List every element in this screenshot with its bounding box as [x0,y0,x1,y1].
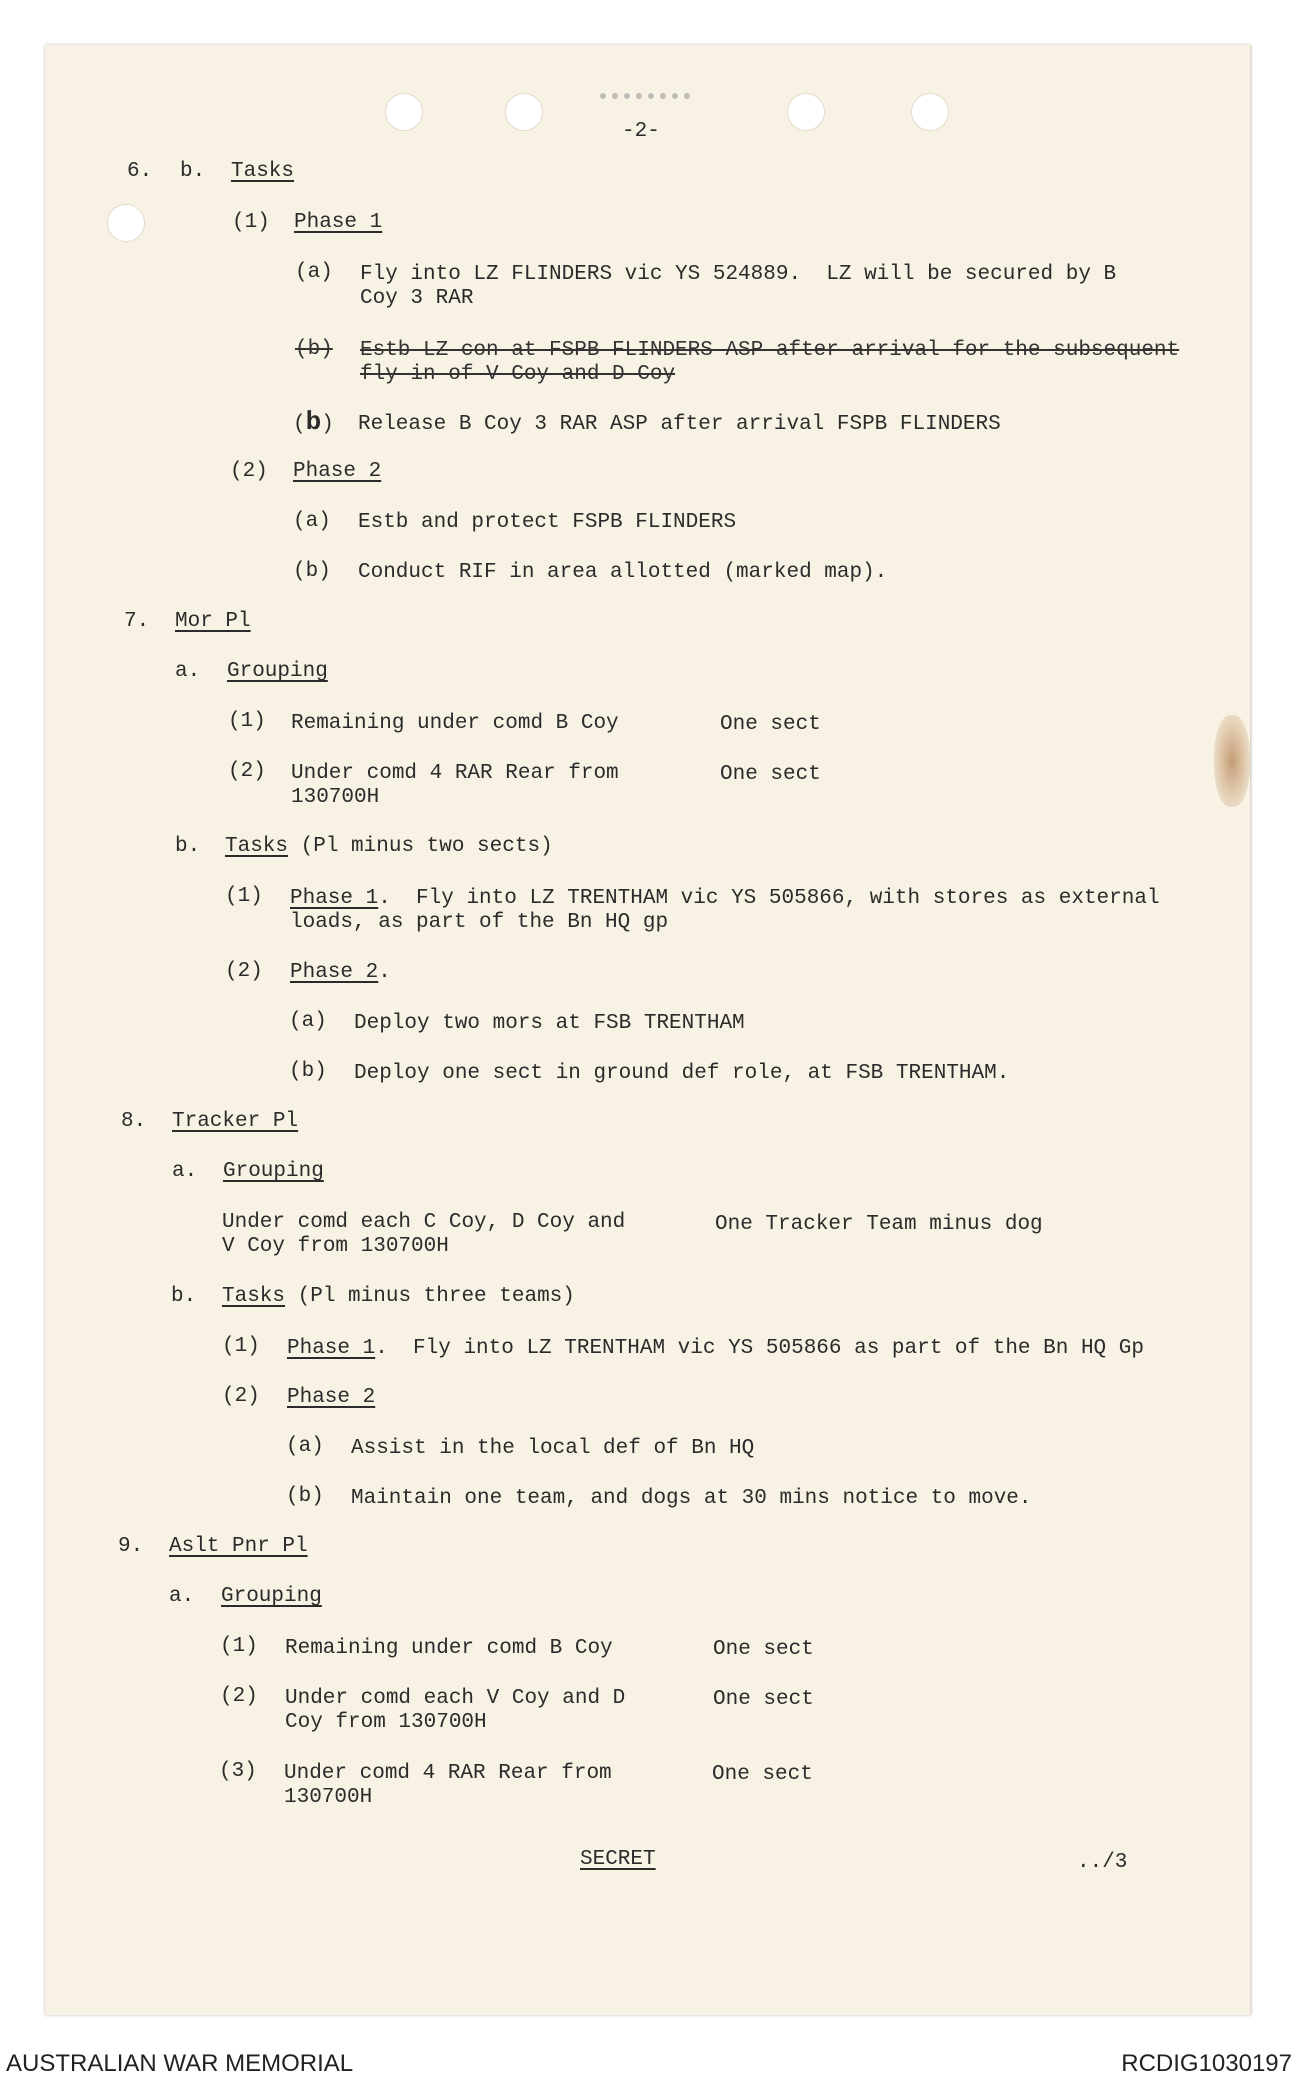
para-7-g2-value: One sect [720,763,821,786]
punch-hole [107,204,145,242]
para-8-grouping-heading: Grouping [223,1160,324,1183]
para-8-t2-heading: Phase 2 [287,1386,376,1409]
para-8-sub-a: a. [172,1160,198,1183]
para-7-g2-number: (2) [228,760,266,783]
para-9-grouping-heading: Grouping [221,1585,322,1608]
phase-1-heading: Phase 1 [294,211,383,234]
struck-item-b-line2: fly in of V Coy and D Coy [360,363,676,386]
para-9-sub-a: a. [169,1585,195,1608]
archive-item-id: RCDIG1030197 [1121,2050,1292,2077]
para-9-g2-line2: Coy from 130700H [285,1711,487,1734]
para-8-g-value: One Tracker Team minus dog [715,1213,1043,1236]
continuation-marker: ../3 [1077,1851,1128,1874]
para-9-g3-value: One sect [712,1763,813,1786]
para-7-title: Mor Pl [175,610,251,633]
para-8-tasks-heading: Tasks [222,1285,286,1308]
para-9-g2-value: One sect [713,1688,814,1711]
para-7-t1-line1: Phase 1. Fly into LZ TRENTHAM vic YS 505866, with stores as external [290,887,1160,910]
phase-2-a-text: Estb and protect FSPB FLINDERS [358,511,737,534]
para-9-number: 9. [118,1535,144,1558]
struck-item-b-number: (b) [295,338,333,361]
para-6-tasks-heading: Tasks [231,160,295,183]
item-a-line1: Fly into LZ FLINDERS vic YS 524889. LZ will be secured by B [360,263,1117,286]
para-8-tasks-note: (Pl minus three teams) [297,1285,575,1308]
page-number: -2- [622,120,660,143]
para-8-t1-number: (1) [222,1335,260,1358]
para-7-g1-number: (1) [228,710,266,733]
phase-2-heading: Phase 2 [293,460,382,483]
para-7-sub-a: a. [175,660,201,683]
para-7-t2b-number: (b) [289,1060,327,1083]
item-a-line2: Coy 3 RAR [360,287,474,310]
archive-credit: AUSTRALIAN WAR MEMORIAL [6,2050,354,2077]
para-8-number: 8. [121,1110,147,1133]
phase-2-number: (2) [230,460,268,483]
para-7-t2b-text: Deploy one sect in ground def role, at FSB TRENTHAM. [354,1062,1010,1085]
item-b-number: (b) [293,407,334,437]
para-7-t2-heading-line: Phase 2. [290,961,391,984]
para-9-g3-number: (3) [219,1760,257,1783]
para-7-g2-line1: Under comd 4 RAR Rear from [291,762,619,785]
para-8-t2b-text: Maintain one team, and dogs at 30 mins notice to move. [351,1487,1032,1510]
para-7-tasks-note: (Pl minus two sects) [300,835,553,858]
punch-hole [911,93,949,131]
para-8-g-line2: V Coy from 130700H [222,1235,449,1258]
para-7-g1-value: One sect [720,713,821,736]
phase-2-a-number: (a) [293,510,331,533]
para-7-tasks-line [225,835,553,859]
para-8-t1-line: Phase 1. Fly into LZ TRENTHAM vic YS 505866 as part of the Bn HQ Gp [287,1337,1144,1360]
punch-hole [787,93,825,131]
para-7-number: 7. [124,610,150,633]
para-8-sub-b: b. [171,1285,197,1308]
para-9-g3-line1: Under comd 4 RAR Rear from [284,1762,612,1785]
classification-marking: SECRET [580,1848,656,1871]
item-b-text: Release B Coy 3 RAR ASP after arrival FSPB FLINDERS [358,413,1001,436]
para-8-t2a-number: (a) [286,1435,324,1458]
para-9-g1-text: Remaining under comd B Coy [285,1637,613,1660]
para-9-title: Aslt Pnr Pl [169,1535,308,1558]
para-7-t1-number: (1) [225,885,263,908]
para-8-t1-text: Fly into LZ TRENTHAM vic YS 505866 as part of the Bn HQ Gp [413,1337,1144,1360]
para-9-g2-number: (2) [220,1685,258,1708]
para-8-title: Tracker Pl [172,1110,299,1133]
para-6-number: 6. [127,160,153,183]
para-9-g2-line1: Under comd each V Coy and D [285,1687,626,1710]
struck-item-b-line1: Estb LZ con at FSPB FLINDERS ASP after arrival for the subsequent [360,339,1180,362]
para-7-t2-heading: Phase 2 [290,961,379,984]
para-8-t2-number: (2) [222,1385,260,1408]
para-7-grouping-heading: Grouping [227,660,328,683]
para-7-sub-b: b. [175,835,201,858]
para-9-g1-value: One sect [713,1638,814,1661]
para-7-t2a-number: (a) [289,1010,327,1033]
phase-2-b-text: Conduct RIF in area allotted (marked map). [358,561,888,584]
para-7-g2-line2: 130700H [291,786,380,809]
para-7-t1-text: Fly into LZ TRENTHAM vic YS 505866, with stores as external [416,887,1160,910]
para-8-t2b-number: (b) [286,1485,324,1508]
paper-stain [1214,715,1250,807]
item-a-number: (a) [295,261,333,284]
punch-hole [505,93,543,131]
para-7-t2a-text: Deploy two mors at FSB TRENTHAM [354,1012,745,1035]
phase-1-number: (1) [232,211,270,234]
handwritten-b: b [305,407,322,437]
para-9-g3-line2: 130700H [284,1786,373,1809]
para-7-tasks-heading: Tasks [225,835,289,858]
faded-classification-mark [600,93,690,109]
para-8-tasks-line [222,1285,575,1309]
para-7-t2-number: (2) [225,960,263,983]
para-7-t1-line2: loads, as part of the Bn HQ gp [290,911,669,934]
para-7-g1-text: Remaining under comd B Coy [291,712,619,735]
para-8-t1-heading: Phase 1 [287,1337,376,1360]
phase-2-b-number: (b) [293,560,331,583]
punch-hole [385,93,423,131]
para-6-sub-b: b. [180,160,206,183]
para-8-t2a-text: Assist in the local def of Bn HQ [351,1437,755,1460]
para-7-t1-heading: Phase 1 [290,887,379,910]
para-9-g1-number: (1) [220,1635,258,1658]
para-8-g-line1: Under comd each C Coy, D Coy and [222,1211,626,1234]
